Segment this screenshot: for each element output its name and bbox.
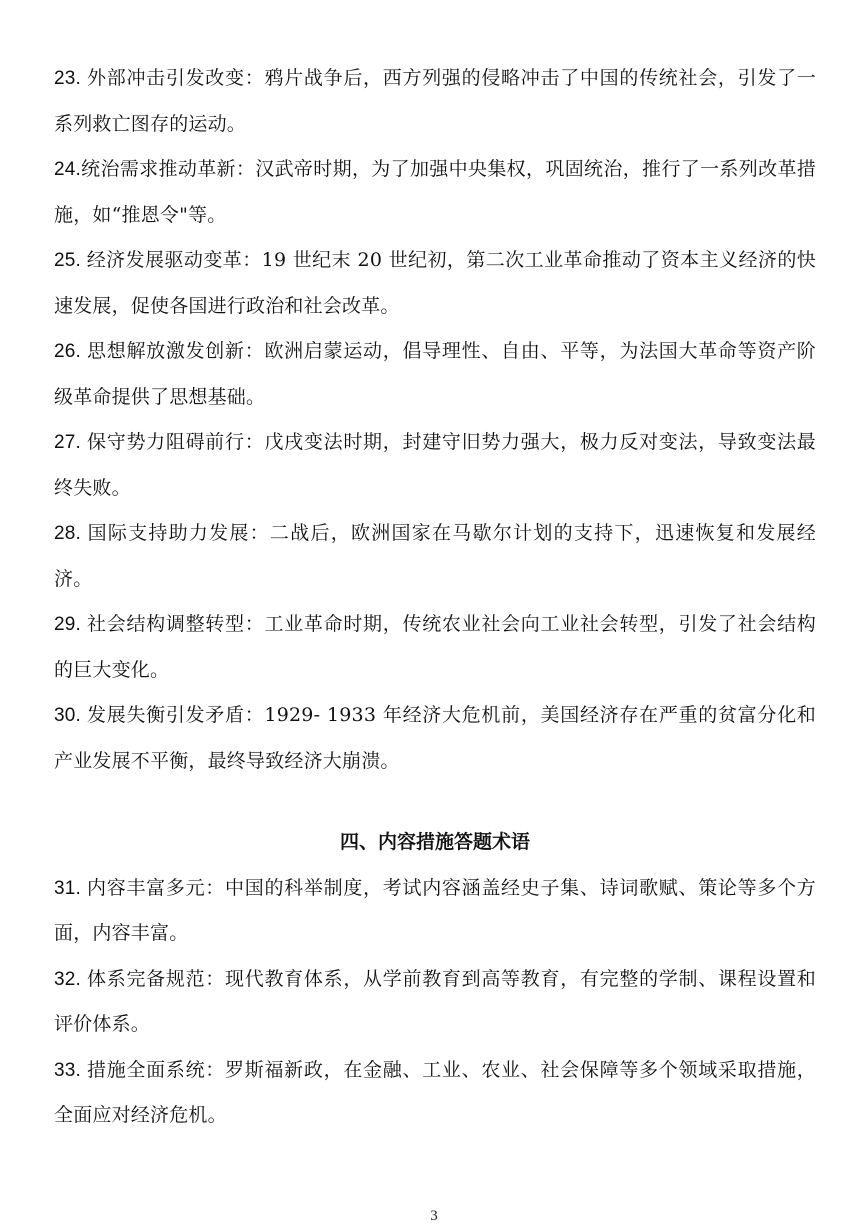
- item-number: 31.: [54, 877, 88, 899]
- item-number: 28.: [54, 523, 88, 544]
- list-item-33: [54, 1048, 816, 1139]
- list-item-29: [54, 602, 816, 693]
- list-item-28: [54, 511, 816, 602]
- list-item-32: [54, 957, 816, 1048]
- list-item-25: [54, 238, 816, 329]
- item-text: 社会结构调整转型：工业革命时期，传统农业社会向工业社会转型，引发了社会结构的巨大变化。: [54, 613, 816, 681]
- item-number: 23.: [54, 68, 88, 89]
- item-text: 经济发展驱动变革：19 世纪末 20 世纪初，第二次工业革命推动了资本主义经济的快速发展，促使各国进行政治和社会改革。: [54, 249, 816, 317]
- item-text: 统治需求推动革新：汉武帝时期，为了加强中央集权，巩固统治，推行了一系列改革措施，如“推恩令"等。: [54, 158, 816, 226]
- item-text: 思想解放激发创新：欧洲启蒙运动，倡导理性、自由、平等，为法国大革命等资产阶级革命提供了思想基础。: [54, 340, 816, 408]
- list-item-24: [54, 147, 816, 238]
- item-number: 32.: [54, 968, 88, 990]
- item-number: 26.: [54, 341, 88, 362]
- item-text: 发展失衡引发矛盾：1929- 1933 年经济大危机前，美国经济存在严重的贫富分化和产业发展不平衡，最终导致经济大崩溃。: [54, 704, 817, 772]
- page-content: [54, 56, 816, 1139]
- page-number: 3: [430, 1208, 438, 1224]
- item-number: 25.: [54, 250, 87, 271]
- item-text: 内容丰富多元：中国的科举制度，考试内容涵盖经史子集、诗词歌赋、策论等多个方面，内容丰富。: [54, 876, 816, 944]
- item-number: 29.: [54, 614, 88, 635]
- item-text: 措施全面系统：罗斯福新政，在金融、工业、农业、社会保障等多个领域采取措施，全面应对经济危机。: [54, 1058, 816, 1126]
- item-number: 30.: [54, 705, 88, 726]
- list-item-23: [54, 56, 816, 147]
- list-item-26: [54, 329, 816, 420]
- item-number: 24.: [54, 159, 82, 180]
- item-text: 保守势力阻碍前行：戊戌变法时期，封建守旧势力强大，极力反对变法，导致变法最终失败。: [54, 431, 816, 499]
- item-number: 27.: [54, 432, 88, 453]
- list-item-31: [54, 866, 816, 957]
- section-heading: 四、内容措施答题术语: [339, 831, 530, 853]
- item-text: 体系完备规范：现代教育体系，从学前教育到高等教育，有完整的学制、课程设置和评价体系。: [54, 967, 816, 1035]
- list-item-27: [54, 420, 816, 511]
- item-number: 33.: [54, 1059, 88, 1081]
- item-text: 外部冲击引发改变：鸦片战争后，西方列强的侵略冲击了中国的传统社会，引发了一系列救亡图存的运动。: [54, 67, 816, 135]
- item-text: 国际支持助力发展：二战后，欧洲国家在马歇尔计划的支持下，迅速恢复和发展经济。: [54, 522, 816, 590]
- list-item-30: [54, 693, 816, 784]
